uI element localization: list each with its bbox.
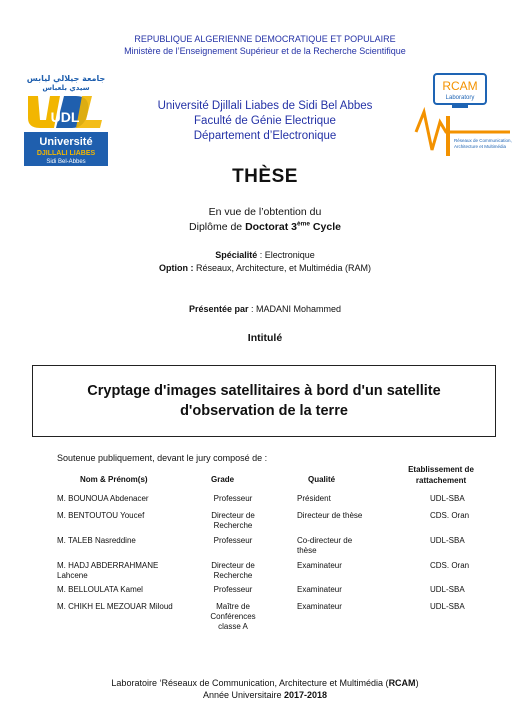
rcam-sub: Laboratory [445,95,475,101]
jury-member-institution: UDL-SBA [430,585,465,594]
presented-label: Présentée par [188,304,249,314]
jury-member-quality: Co-directeur de thèse [297,536,353,555]
specialty-value: : Electronique [257,250,315,260]
jury-header-quality: Qualité [308,475,336,484]
jury-member-institution: UDL-SBA [430,536,465,545]
presented-value: : MADANI Mohammed [248,304,342,314]
udl-arabic-line1: جامعة جيلالي ليابس [26,74,106,83]
titled-label: Intitulé [247,332,283,344]
jury-member-grade: Professeur [213,585,253,594]
diploma-prefix: Diplôme de [189,221,246,233]
jury-member-name: M. TALEB Nasreddine [57,536,136,545]
jury-member-institution: UDL-SBA [430,494,465,503]
jury-intro: Soutenue publiquement, devant le jury composé de : [57,453,268,463]
option-label: Option : [158,263,194,273]
diploma-bold: Doctorat 3 [245,221,297,233]
department-name: Département d’Electronique [193,130,337,142]
specialty-line [0,250,530,260]
jury-member-grade: Maître de Conférences classe A [210,602,256,631]
udl-letters: UDL [50,109,80,125]
jury-header-institution: Etablissement de rattachement [408,465,474,485]
udl-word: Université [39,136,93,148]
jury-member-quality: Examinateur [297,585,342,594]
footer-year [0,690,530,700]
footer-lab-suffix: ) [415,678,419,688]
jury-member-grade: Directeur de Recherche [211,511,255,530]
rcam-caption2: Architecture et Multimédia [454,144,507,149]
jury-member-quality: Président [297,494,331,503]
option-line [0,263,530,273]
footer-lab [0,678,530,688]
jury-member-institution: CDS. Oran [430,511,470,520]
jury-header-grade: Grade [211,475,235,484]
thesis-type: THÈSE [232,166,298,187]
jury-member-name: M. BELLOULATA Kamel [57,585,143,594]
republic-heading: REPUBLIQUE ALGERIENNE DEMOCRATIQUE ET POPULAIRE [134,34,396,44]
footer-lab-bold: RCAM [388,678,416,688]
faculty-name: Faculté de Génie Electrique [194,115,336,127]
specialty-label: Spécialité [215,250,258,260]
thesis-title: Cryptage d'images satellitaires à bord d'un satellite d'observation de la terre [87,383,441,419]
jury-member-grade: Professeur [213,494,253,503]
thesis-title-box [32,365,496,437]
jury-member-grade: Professeur [213,536,253,545]
jury-member-grade: Directeur de Recherche [211,561,255,580]
jury-member-quality: Examinateur [297,602,342,611]
jury-member-name: M. CHIKH EL MEZOUAR Miloud [57,602,173,611]
diploma-sup: ème [297,220,311,228]
jury-member-name: M. BOUNOUA Abdenacer [57,494,149,503]
footer-year-bold: 2017-2018 [284,690,328,700]
udl-name: DJILLALI LIABES [36,150,96,157]
thesis-purpose: En vue de l’obtention du [208,206,322,218]
option-value: Réseaux, Architecture, et Multimédia (RAM) [193,263,372,273]
university-name: Université Djillali Liabes de Sidi Bel Abbes [157,100,373,112]
diploma-cycle: Cycle [310,221,341,233]
thesis-diploma [0,221,530,233]
rcam-caption1: Réseaux de Communication, [454,138,512,143]
rcam-title: RCAM [442,79,478,93]
jury-member-quality: Directeur de thèse [297,511,363,520]
footer-year-prefix: Année Universitaire [202,690,284,700]
footer-lab-prefix: Laboratoire ‘Réseaux de Communication, Architecture et Multimédia ( [111,678,389,688]
jury-member-institution: CDS. Oran [430,561,470,570]
jury-header-name: Nom & Prénom(s) [80,475,148,484]
udl-city: Sidi Bel-Abbes [46,159,86,165]
udl-arabic-line2: سيدي بلعباس [42,84,90,92]
jury-member-quality: Examinateur [297,561,342,570]
jury-member-institution: UDL-SBA [430,602,465,611]
jury-member-name: M. BENTOUTOU Youcef [57,511,145,520]
jury-member-name: M. HADJ ABDERRAHMANE Lahcene [57,561,159,580]
presented-by-line [0,304,530,314]
ministry-heading: Ministère de l’Enseignement Supérieur et de la Recherche Scientifique [124,46,406,56]
